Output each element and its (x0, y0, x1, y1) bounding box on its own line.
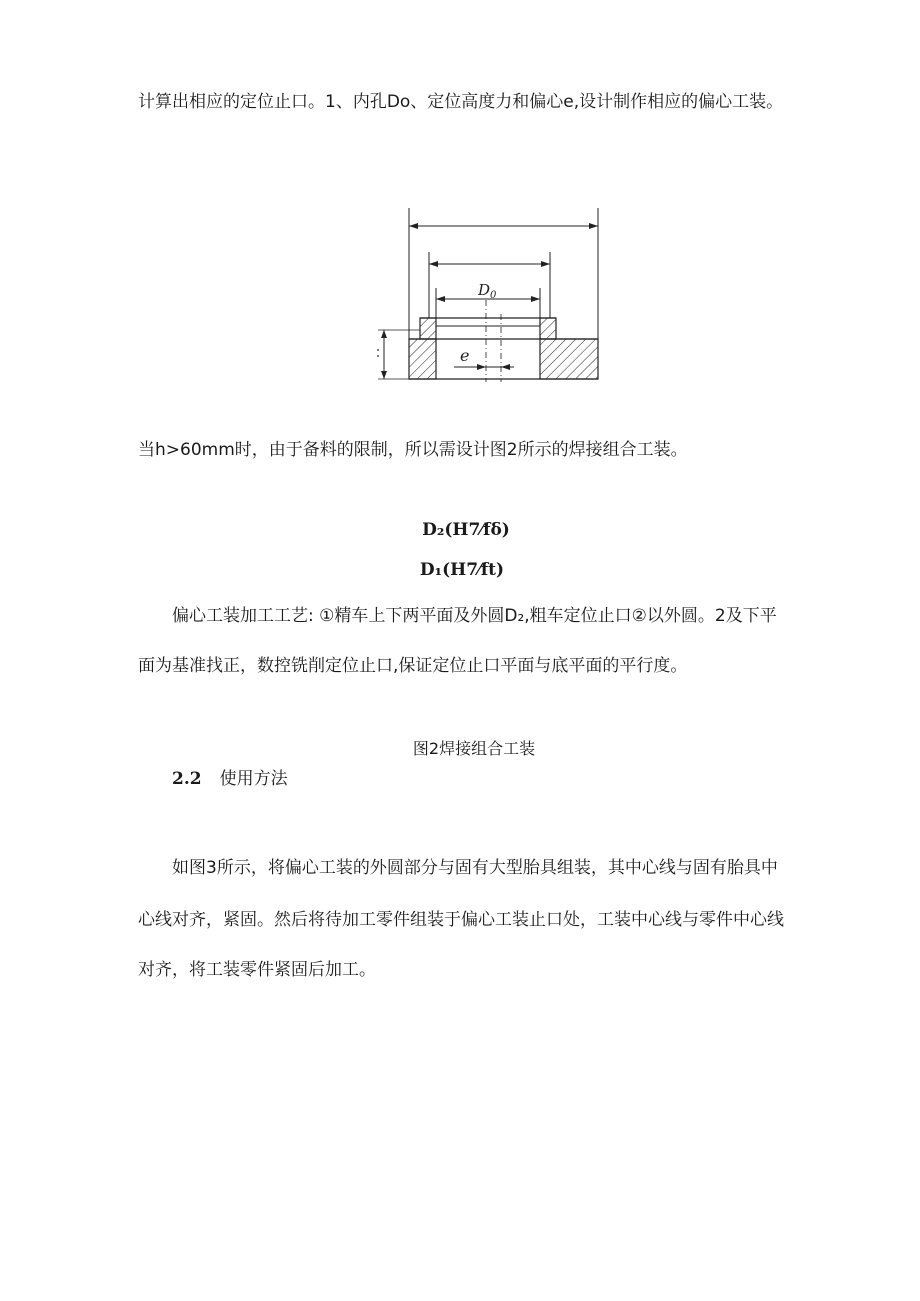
paragraph-usage-line2: 心线对齐，紧固。然后将待加工零件组装于偏心工装止口处，工装中心线与零件中心线 (138, 910, 784, 930)
paragraph-usage-line1: 如图3所示，将偏心工装的外圆部分与固有大型胎具组装，其中心线与固有胎具中 (172, 858, 778, 878)
d0-label: $D_0$ (478, 281, 497, 301)
e-label: e (460, 346, 470, 365)
figure-caption: 图2焊接组合工装 (412, 739, 536, 758)
section-heading (172, 764, 288, 789)
formula-d2: D₂(H7⁄fδ) (422, 520, 510, 540)
section-title: 使用方法 (219, 769, 288, 789)
base-right (540, 339, 598, 379)
section-number: 2.2 (172, 769, 202, 789)
paragraph-welding-fixture: 当h>60mm时，由于备料的限制，所以需设计图2所示的焊接组合工装。 (138, 440, 688, 460)
base-left (409, 339, 436, 379)
paragraph-usage-line3: 对齐，将工装零件紧固后加工。 (138, 960, 376, 980)
paragraph-process-line1: 偏心工装加工工艺: ①精车上下两平面及外圆D₂,粗车定位止口②以外圆。2及下平 (172, 606, 777, 626)
paragraph-process-line2: 面为基准找正，数控铣削定位止口,保证定位止口平面与底平面的平行度。 (138, 656, 688, 676)
stop-ring-right (540, 318, 556, 339)
formula-d1: D₁(H7⁄ft) (419, 560, 505, 580)
paragraph-intro: 计算出相应的定位止口。1、内孔Do、定位高度力和偏心e,设计制作相应的偏心工装。 (138, 92, 784, 112)
eccentric-fixture-drawing (374, 204, 608, 384)
stop-ring-left (420, 318, 436, 339)
